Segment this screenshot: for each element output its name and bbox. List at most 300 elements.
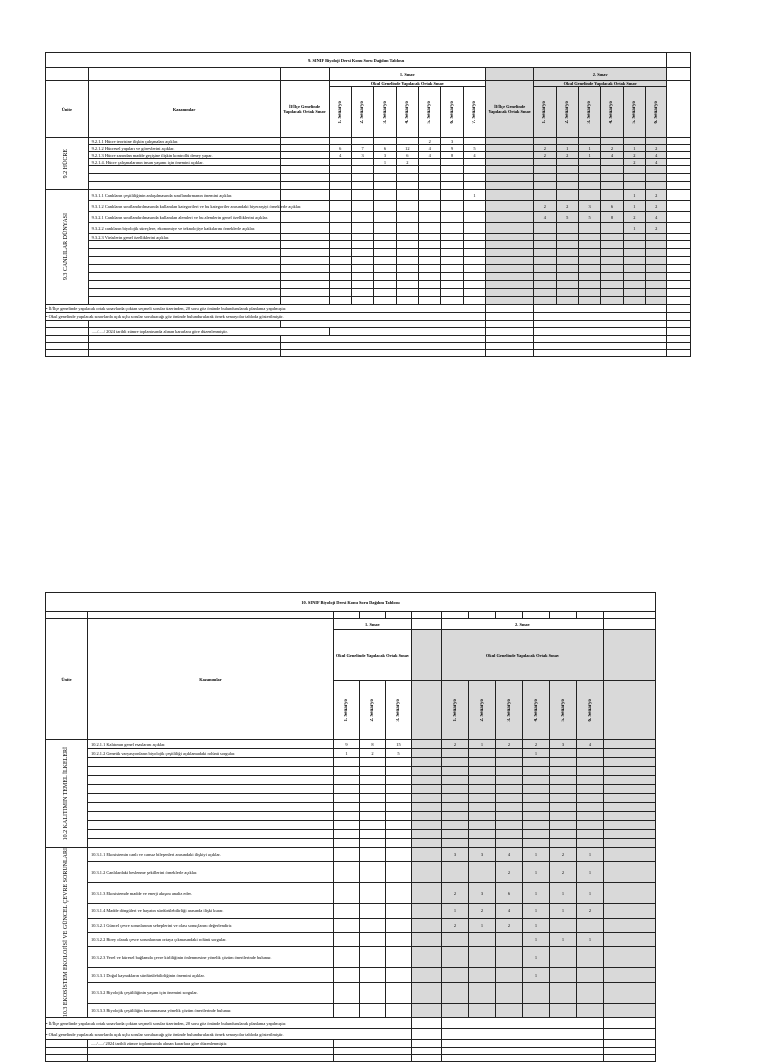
table-cell bbox=[523, 803, 550, 812]
count-cell: 5 bbox=[463, 145, 485, 152]
count-cell: 1 bbox=[578, 145, 600, 152]
outcome-row bbox=[46, 968, 656, 982]
count-cell bbox=[351, 190, 373, 201]
count-cell bbox=[442, 933, 469, 947]
outcome-text: 10.3.3.2 Biyolojik çeşitliliğinin yaşam için önemini sorgular. bbox=[88, 982, 334, 1003]
table-cell bbox=[280, 336, 486, 343]
empty-row bbox=[46, 257, 691, 265]
table-cell bbox=[442, 776, 469, 785]
table-cell bbox=[534, 182, 556, 190]
outcome-text: 10.3.1.1 Ekosistemin canlı ve cansız bileşenleri arasındaki ilişkiyi açıklar. bbox=[88, 848, 334, 862]
table-cell bbox=[88, 257, 280, 265]
count-cell bbox=[360, 918, 386, 932]
table-cell bbox=[412, 612, 442, 619]
table-cell bbox=[419, 297, 441, 305]
count-cell: 2 bbox=[646, 223, 667, 234]
table-cell bbox=[623, 289, 645, 297]
unit-header: Ünite bbox=[46, 619, 88, 740]
empty-row bbox=[46, 767, 656, 776]
table-cell bbox=[534, 336, 667, 343]
table-cell bbox=[280, 68, 329, 81]
footer-row bbox=[46, 328, 691, 336]
table-cell bbox=[386, 785, 412, 794]
count-cell bbox=[374, 201, 396, 212]
table-cell bbox=[280, 350, 486, 357]
table-cell bbox=[469, 830, 496, 839]
count-cell bbox=[374, 223, 396, 234]
table-cell bbox=[280, 321, 486, 328]
table-cell bbox=[578, 281, 600, 289]
table-cell bbox=[280, 159, 329, 166]
outcome-row bbox=[46, 152, 691, 159]
count-cell bbox=[556, 223, 578, 234]
count-cell bbox=[441, 159, 463, 166]
table-cell bbox=[412, 883, 442, 904]
table-cell bbox=[604, 812, 656, 821]
table-cell bbox=[329, 297, 351, 305]
table-cell bbox=[604, 862, 656, 883]
empty-row bbox=[46, 273, 691, 281]
table-cell bbox=[412, 821, 442, 830]
scenario-label: 3. Senaryo bbox=[506, 698, 512, 722]
table-cell bbox=[442, 1029, 604, 1040]
count-cell bbox=[601, 138, 623, 145]
table-cell bbox=[623, 281, 645, 289]
table-cell bbox=[46, 68, 89, 81]
table-cell bbox=[667, 273, 691, 281]
count-cell bbox=[334, 883, 360, 904]
count-cell: 8 bbox=[441, 152, 463, 159]
count-cell: 3 bbox=[374, 152, 396, 159]
table-cell bbox=[667, 265, 691, 273]
table-cell bbox=[374, 273, 396, 281]
count-cell bbox=[442, 862, 469, 883]
table-cell bbox=[534, 328, 667, 336]
title-row bbox=[46, 593, 656, 612]
table-cell bbox=[88, 767, 334, 776]
scenario-header bbox=[577, 681, 604, 740]
outcome-row bbox=[46, 904, 656, 918]
table-cell bbox=[667, 152, 691, 159]
count-cell: 2 bbox=[496, 918, 523, 932]
table-cell bbox=[419, 273, 441, 281]
count-cell bbox=[334, 862, 360, 883]
table-cell bbox=[374, 257, 396, 265]
table-cell bbox=[496, 839, 523, 848]
count-cell: 4 bbox=[646, 152, 667, 159]
table-cell bbox=[556, 273, 578, 281]
table-cell bbox=[88, 776, 334, 785]
scenario-label: 3. Senaryo bbox=[396, 698, 401, 722]
table-cell bbox=[534, 289, 556, 297]
table-cell bbox=[46, 336, 89, 343]
count-cell bbox=[578, 159, 600, 166]
count-cell bbox=[578, 234, 600, 241]
count-cell: 1 bbox=[577, 848, 604, 862]
table-cell bbox=[667, 257, 691, 265]
table-cell bbox=[360, 776, 386, 785]
table-cell bbox=[667, 68, 691, 81]
count-cell bbox=[550, 918, 577, 932]
table-cell bbox=[604, 982, 656, 1003]
count-cell: 2 bbox=[496, 862, 523, 883]
outcome-row bbox=[46, 190, 691, 201]
table-cell bbox=[486, 190, 534, 201]
count-cell bbox=[469, 982, 496, 1003]
count-cell: 1 bbox=[523, 947, 550, 968]
table-cell bbox=[556, 249, 578, 257]
count-cell: 1 bbox=[550, 904, 577, 918]
count-cell bbox=[534, 138, 556, 145]
table-cell bbox=[523, 776, 550, 785]
count-cell: 4 bbox=[496, 848, 523, 862]
count-cell bbox=[550, 749, 577, 758]
table-cell bbox=[374, 249, 396, 257]
table-cell bbox=[351, 174, 373, 182]
count-cell bbox=[396, 138, 418, 145]
table-cell bbox=[412, 758, 442, 767]
table-cell bbox=[577, 794, 604, 803]
table-cell bbox=[667, 182, 691, 190]
table-cell bbox=[667, 350, 691, 357]
table-cell bbox=[334, 821, 360, 830]
table-cell bbox=[577, 830, 604, 839]
table-cell bbox=[556, 241, 578, 249]
table-cell bbox=[534, 297, 556, 305]
count-cell: 4 bbox=[646, 159, 667, 166]
table-cell bbox=[623, 182, 645, 190]
table-cell bbox=[46, 612, 88, 619]
table-cell bbox=[623, 297, 645, 305]
note-text: • İl/İlçe genelinde yapılacak ortak sınavlarda çoktan seçmeli sorular üzerinden, 20 soru göz önünde bulundurularak planlama yapılmıştır. bbox=[46, 1018, 412, 1029]
count-cell bbox=[463, 212, 485, 223]
table-cell bbox=[334, 612, 360, 619]
table-cell bbox=[374, 297, 396, 305]
table-cell bbox=[604, 794, 656, 803]
count-cell bbox=[386, 883, 412, 904]
table-cell bbox=[334, 1048, 412, 1055]
table-cell bbox=[412, 1048, 442, 1055]
count-cell bbox=[469, 1003, 496, 1018]
exam1-header: 1. Sınav bbox=[329, 68, 486, 81]
count-cell bbox=[601, 190, 623, 201]
table-cell bbox=[360, 612, 386, 619]
footer-text: ...../...../ 2024 tarihli zümre toplantısında alınan kararlara göre düzenlenmiştir. bbox=[88, 328, 329, 336]
scenario-header bbox=[419, 87, 441, 138]
outcome-text: 9.3.2.2 canlıların biyolojik süreçlere, ekonomiye ve teknolojiye katkılarını örneklerle açıklar. bbox=[88, 223, 280, 234]
count-cell bbox=[386, 848, 412, 862]
table-cell bbox=[534, 249, 556, 257]
table-cell bbox=[604, 1055, 656, 1062]
table-cell bbox=[623, 265, 645, 273]
table-cell bbox=[496, 812, 523, 821]
table-cell bbox=[351, 281, 373, 289]
scenario-label: 5. Senaryo bbox=[560, 698, 566, 722]
table-cell bbox=[334, 794, 360, 803]
table-cell bbox=[88, 321, 280, 328]
count-cell: 2 bbox=[442, 740, 469, 749]
count-cell: 2 bbox=[646, 190, 667, 201]
unit-label: 9.2 HÜCRE bbox=[63, 148, 70, 179]
empty-row bbox=[46, 343, 691, 350]
table-cell bbox=[577, 758, 604, 767]
count-cell: 2 bbox=[534, 145, 556, 152]
empty-row bbox=[46, 166, 691, 174]
scenario-label: 6. Senaryo bbox=[653, 100, 659, 124]
table-cell bbox=[46, 1048, 88, 1055]
outcome-text: 9.3.1.1 Canlıların çeşitliliğinin anlaşılmasında sınıflandırmanın önemini açıklar. bbox=[88, 190, 280, 201]
table-cell bbox=[419, 289, 441, 297]
table-cell bbox=[351, 257, 373, 265]
empty-row bbox=[46, 812, 656, 821]
table-cell bbox=[496, 785, 523, 794]
unit-name bbox=[46, 190, 89, 305]
table-cell bbox=[463, 281, 485, 289]
table-cell bbox=[334, 839, 360, 848]
table-cell bbox=[667, 138, 691, 145]
outcome-row bbox=[46, 138, 691, 145]
table-cell bbox=[442, 812, 469, 821]
table-cell bbox=[556, 182, 578, 190]
unit-label: 10.2 KALITIMIN TEMEL İLKELERİ bbox=[63, 746, 69, 841]
table-cell bbox=[386, 803, 412, 812]
exam2-header: 2. Sınav bbox=[534, 68, 667, 81]
outcome-text: 10.3.3.1 Doğal kaynakların sürdürülebilirliğinin önemini açıklar. bbox=[88, 968, 334, 982]
table-cell bbox=[334, 758, 360, 767]
table-cell bbox=[442, 758, 469, 767]
table-cell bbox=[412, 1055, 442, 1062]
table-cell bbox=[550, 830, 577, 839]
table-cell bbox=[496, 612, 523, 619]
table-cell bbox=[486, 241, 534, 249]
scenario-label: 1. Senaryo bbox=[542, 100, 548, 124]
table-cell bbox=[280, 343, 486, 350]
table-cell bbox=[280, 281, 329, 289]
count-cell bbox=[329, 190, 351, 201]
table-cell bbox=[469, 812, 496, 821]
table-cell bbox=[534, 257, 556, 265]
table-cell bbox=[667, 145, 691, 152]
count-cell: 15 bbox=[386, 740, 412, 749]
table-cell bbox=[604, 1003, 656, 1018]
count-cell bbox=[419, 159, 441, 166]
count-cell: 1 bbox=[556, 145, 578, 152]
count-cell bbox=[360, 968, 386, 982]
table-cell bbox=[441, 297, 463, 305]
table-cell bbox=[523, 767, 550, 776]
table-cell bbox=[604, 749, 656, 758]
scenario-header bbox=[556, 87, 578, 138]
count-cell: 1 bbox=[550, 883, 577, 904]
table-cell bbox=[577, 812, 604, 821]
table-cell bbox=[534, 305, 667, 313]
table-cell bbox=[604, 848, 656, 862]
table-cell bbox=[442, 1018, 604, 1029]
table-cell bbox=[534, 273, 556, 281]
count-cell: 6 bbox=[396, 152, 418, 159]
scenario-label: 2. Senaryo bbox=[370, 698, 375, 722]
count-cell bbox=[334, 968, 360, 982]
outcome-row bbox=[46, 883, 656, 904]
scenario-label: 4. Senaryo bbox=[533, 698, 539, 722]
count-cell: 6 bbox=[374, 145, 396, 152]
count-cell bbox=[556, 234, 578, 241]
table-cell bbox=[351, 249, 373, 257]
table-cell bbox=[523, 785, 550, 794]
table-cell bbox=[412, 1018, 442, 1029]
count-cell bbox=[578, 138, 600, 145]
scenario-label: 5. Senaryo bbox=[427, 100, 433, 124]
table-cell bbox=[523, 758, 550, 767]
table-cell bbox=[469, 767, 496, 776]
count-cell bbox=[442, 968, 469, 982]
outcome-text: 10.3.1.2 Canlılardaki beslenme şekillerini örneklerle açıklar. bbox=[88, 862, 334, 883]
count-cell bbox=[396, 223, 418, 234]
note-text: • Okul genelinde yapılacak sınavlarda açık uçlu sorular soruluacağı göz önünde bulundurularak örnek senaryolar tabloda gösterilmiştir. bbox=[46, 313, 486, 321]
count-cell bbox=[419, 234, 441, 241]
table-cell bbox=[486, 234, 534, 241]
table-cell bbox=[386, 839, 412, 848]
count-cell bbox=[441, 201, 463, 212]
table-cell bbox=[441, 273, 463, 281]
count-cell bbox=[351, 223, 373, 234]
table-cell bbox=[523, 794, 550, 803]
count-cell: 1 bbox=[577, 862, 604, 883]
count-cell bbox=[623, 234, 645, 241]
table-cell bbox=[412, 904, 442, 918]
empty-row bbox=[46, 803, 656, 812]
count-cell: 2 bbox=[623, 159, 645, 166]
table-cell bbox=[601, 182, 623, 190]
scenario-header bbox=[360, 681, 386, 740]
count-cell: 12 bbox=[396, 145, 418, 152]
table-cell bbox=[667, 81, 691, 138]
table-cell bbox=[329, 241, 351, 249]
table-cell bbox=[412, 630, 442, 681]
count-cell bbox=[442, 1003, 469, 1018]
count-cell bbox=[469, 968, 496, 982]
table-cell bbox=[412, 1040, 442, 1048]
count-cell bbox=[374, 190, 396, 201]
table-cell bbox=[486, 174, 534, 182]
count-cell: 2 bbox=[556, 152, 578, 159]
table-cell bbox=[486, 212, 534, 223]
table-cell bbox=[667, 336, 691, 343]
table-cell bbox=[550, 785, 577, 794]
count-cell bbox=[351, 201, 373, 212]
table-cell bbox=[386, 830, 412, 839]
table-cell bbox=[351, 265, 373, 273]
note-row bbox=[46, 305, 691, 313]
unit-label: 10.3 EKOSİSTEM EKOLOJİSİ VE GÜNCEL ÇEVRE SORUNLARI bbox=[63, 848, 69, 1018]
outcome-row bbox=[46, 145, 691, 152]
count-cell bbox=[334, 918, 360, 932]
table-cell bbox=[550, 794, 577, 803]
count-cell: 2 bbox=[646, 145, 667, 152]
count-cell: 8 bbox=[360, 740, 386, 749]
scenario-label: 4. Senaryo bbox=[404, 100, 410, 124]
table-cell bbox=[486, 350, 534, 357]
table-cell bbox=[604, 776, 656, 785]
table-cell bbox=[601, 257, 623, 265]
table-cell bbox=[486, 249, 534, 257]
spacer-row bbox=[46, 612, 656, 619]
count-cell bbox=[374, 138, 396, 145]
table-cell bbox=[646, 281, 667, 289]
table-cell bbox=[412, 619, 442, 630]
table-cell bbox=[486, 152, 534, 159]
count-cell bbox=[578, 223, 600, 234]
table-cell bbox=[556, 174, 578, 182]
empty-row bbox=[46, 241, 691, 249]
table-cell bbox=[469, 776, 496, 785]
table-cell bbox=[442, 803, 469, 812]
empty-row bbox=[46, 1055, 656, 1062]
table-cell bbox=[396, 257, 418, 265]
table-cell bbox=[412, 794, 442, 803]
count-cell bbox=[386, 904, 412, 918]
table-cell bbox=[412, 848, 442, 862]
table-cell bbox=[646, 273, 667, 281]
count-cell: 4 bbox=[577, 740, 604, 749]
table-cell bbox=[463, 265, 485, 273]
table-cell bbox=[412, 933, 442, 947]
table-cell bbox=[667, 328, 691, 336]
count-cell: 3 bbox=[442, 848, 469, 862]
count-cell bbox=[334, 933, 360, 947]
table-cell bbox=[667, 53, 691, 68]
table-cell bbox=[396, 281, 418, 289]
count-cell: 3 bbox=[441, 138, 463, 145]
grade10-distribution-table bbox=[45, 592, 656, 1062]
table-cell bbox=[386, 767, 412, 776]
table-cell bbox=[280, 257, 329, 265]
table-cell bbox=[486, 145, 534, 152]
scenario-label: 2. Senaryo bbox=[479, 698, 485, 722]
outcome-row bbox=[46, 918, 656, 932]
table-cell bbox=[667, 174, 691, 182]
table-cell bbox=[46, 1040, 88, 1048]
table-cell bbox=[604, 758, 656, 767]
count-cell bbox=[577, 1003, 604, 1018]
count-cell bbox=[496, 982, 523, 1003]
empty-row bbox=[46, 821, 656, 830]
count-cell: 6 bbox=[601, 201, 623, 212]
table-cell bbox=[374, 241, 396, 249]
table-cell bbox=[360, 758, 386, 767]
outcome-text: 9.2.1.4. Hücre çalışmalarının insan yaşamı için önemini açıklar. bbox=[88, 159, 280, 166]
count-cell: 1 bbox=[442, 904, 469, 918]
table-cell bbox=[329, 273, 351, 281]
count-cell bbox=[441, 223, 463, 234]
table-cell bbox=[667, 212, 691, 223]
table-cell bbox=[534, 321, 667, 328]
table-cell bbox=[469, 803, 496, 812]
outcome-row bbox=[46, 982, 656, 1003]
table-cell bbox=[550, 612, 577, 619]
scenario-header bbox=[396, 87, 418, 138]
table-cell bbox=[486, 343, 534, 350]
school-exam-header-2: Okul Genelinde Yapılacak Ortak Sınav bbox=[534, 81, 667, 87]
table-cell bbox=[496, 776, 523, 785]
count-cell: 1 bbox=[550, 933, 577, 947]
table-cell bbox=[646, 297, 667, 305]
outcome-row bbox=[46, 933, 656, 947]
table-cell bbox=[386, 812, 412, 821]
table-cell bbox=[604, 1040, 656, 1048]
scenario-header bbox=[386, 681, 412, 740]
count-cell: 1 bbox=[523, 904, 550, 918]
